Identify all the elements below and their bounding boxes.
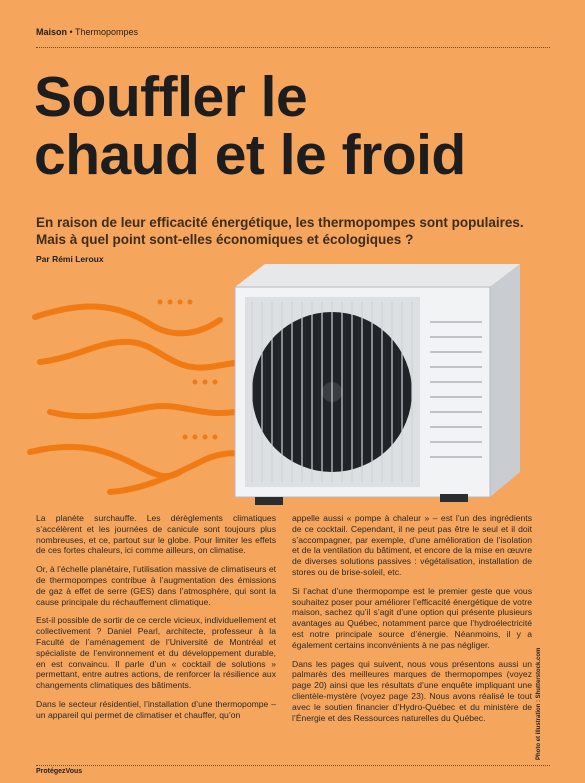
- wind-line-2: [40, 342, 240, 368]
- unit-foot-left: [255, 497, 283, 505]
- article-title: [34, 65, 554, 187]
- title-line-2: chaud et le froid: [34, 123, 466, 187]
- article-deck: En raison de leur efficacité énergétique, les thermopompes sont populaires. Mais à quel point sont-elles économiques et écologiques ?: [36, 215, 524, 247]
- unit-top: [235, 264, 520, 287]
- wind-swirl-illustration: [30, 307, 242, 492]
- section-label: [36, 27, 138, 37]
- footer-publication: ProtégezVous: [36, 768, 83, 775]
- heat-pump-unit-illustration: [235, 264, 520, 505]
- paragraph: appelle aussi « pompe à chaleur » – est l’un des ingrédients de ce cocktail. Cependant, il ne peut pas être le seul et il doit s’accompagner, par exemple, d’une amélioration de l’isolation et de la ventilation du bâtiment, et encore de la mise en œuvre de diverses solutions passives : végétalisation, installation de stores ou de brise-soleil, etc.: [292, 513, 532, 577]
- wind-line-3: [50, 406, 235, 416]
- body-column-1: [36, 513, 276, 729]
- title-line-1: Souffler le: [34, 65, 308, 129]
- paragraph: Est-il possible de sortir de ce cercle vicieux, individuellement et collectivement ? Daniel Pearl, architecte, professeur à la Faculté de l’aménagement de l’Université de Montréal et spécialiste de l’environnement et du développement durable, en est convaincu. Il parle d’un « cocktail de solutions » permettant, entre autres actions, de renforcer la résilience aux changements climatiques des bâtiments.: [36, 615, 276, 691]
- footer-rule: [36, 765, 550, 766]
- paragraph: Dans le secteur résidentiel, l’installation d’une thermopompe – un appareil qui permet de climatiser et chauffer, qu’on: [36, 698, 276, 720]
- unit-side: [490, 264, 520, 497]
- paragraph: Or, à l’échelle planétaire, l’utilisation massive de climatiseurs et de thermopompes contribue à l’augmentation des émissions de gaz à effet de serre (GES) dans l’atmosphère, qui sont la cause principale du réchauffement climatique.: [36, 564, 276, 607]
- byline: Par Rémi Leroux: [36, 254, 104, 264]
- photo-credit: Photo et illustration : Shutterstock.com: [536, 647, 542, 760]
- section-name: Maison: [36, 27, 68, 37]
- subsection-name: Thermopompes: [75, 27, 139, 37]
- paragraph: La planète surchauffe. Les dérèglements climatiques s’accélèrent et les journées de canicule sont toujours plus nombreuses, et ce, partout sur le globe. Pour limiter les effets de ces fortes chaleurs, ici comme ailleurs, on climatise.: [36, 513, 276, 556]
- body-column-2: [292, 513, 532, 731]
- wind-line-4: [30, 447, 180, 476]
- wind-line-1: [35, 307, 220, 334]
- paragraph: Si l’achat d’une thermopompe est le premier geste que vous souhaitez poser pour améliorer l’efficacité énergétique de votre maison, sachez qu’il s’agit d’une option qui présente plusieurs avantages au Québec, notamment parce que l’hydroélectricité est notre principale source d’énergie. Néanmoins, il y a également certains inconvénients à ne pas négliger.: [292, 585, 532, 650]
- unit-foot-right: [440, 494, 468, 502]
- section-separator: •: [69, 27, 76, 37]
- paragraph: Dans les pages qui suivent, nous vous présentons aussi un palmarès des meilleures marques de thermopompes (voyez page 20) ainsi que les résultats d’une enquête impliquant une clientèle-mystère (voyez page 23). Nous avons réalisé le tout avec le soutien financier d’Hydro-Québec et du ministère de l’Énergie et des Ressources naturelles du Québec.: [292, 658, 532, 723]
- hero-illustration: [20, 262, 565, 512]
